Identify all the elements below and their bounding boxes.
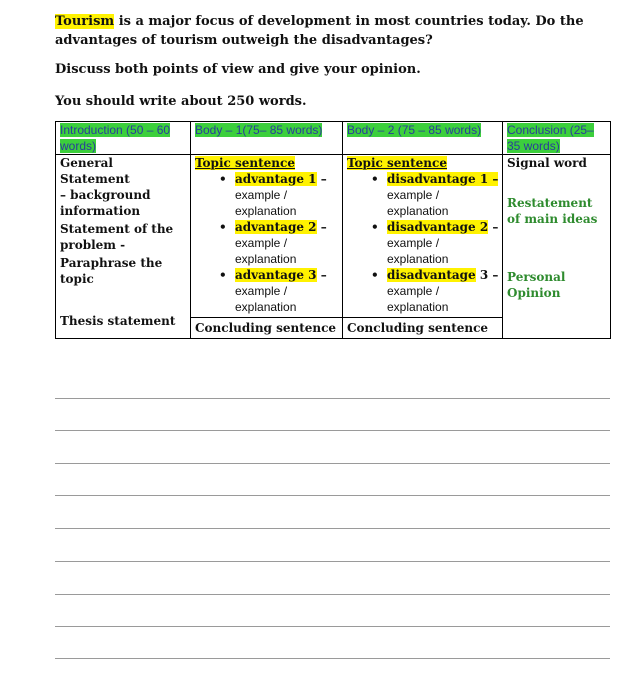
body1-point-3: • advantage 3 – example / explanation [219,268,327,314]
body2-cell [343,155,503,339]
body1-point-2: • advantage 2 – example / explanation [219,220,327,266]
body1-point-1: • advantage 1 – example / explanation [219,172,327,218]
body1-topic-sentence: Topic sentence [195,156,295,170]
conclusion-cell [503,155,611,339]
body1-concluding: Concluding sentence [191,317,342,338]
body2-point-2: • disadvantage 2 – example / explanation [371,220,499,266]
writing-line[interactable] [55,561,610,562]
body1-cell [191,155,343,339]
essay-plan-table [55,121,611,339]
table-header-row [56,122,611,155]
writing-line[interactable] [55,658,610,659]
instruction-word-count: You should write about 250 words. [55,94,307,109]
writing-line[interactable] [55,626,610,627]
body2-topic-sentence: Topic sentence [347,156,447,170]
essay-prompt [55,12,615,50]
writing-line[interactable] [55,495,610,496]
header-intro: Introduction (50 – 60 words) [56,122,191,155]
header-conclusion: Conclusion (25– 35 words) [503,122,611,155]
thesis-statement: Thesis statement [60,314,176,328]
writing-line[interactable] [55,430,610,431]
body2-points [343,171,502,315]
restatement-main-ideas: Restatement of main ideas [507,196,598,226]
paraphrase-topic: Paraphrase the topic [60,256,163,286]
background-info: – background information [60,188,151,218]
instruction-discuss: Discuss both points of view and give your opinion. [55,62,421,77]
header-body2: Body – 2 (75 – 85 words) [343,122,503,155]
writing-line[interactable] [55,398,610,399]
prompt-highlight: Tourism [55,14,115,29]
intro-cell [56,155,191,339]
statement-problem: Statement of the problem - [60,222,174,252]
body2-concluding: Concluding sentence [343,317,502,338]
writing-line[interactable] [55,463,610,464]
header-body1: Body – 1(75– 85 words) [191,122,343,155]
body2-point-1: • disadvantage 1 – example / explanation [371,172,499,218]
personal-opinion: Personal Opinion [507,270,566,300]
body2-point-3: • disadvantage 3 – example / explanation [371,268,499,314]
general-statement: General Statement [60,156,130,186]
table-content-row [56,155,611,339]
body1-points [191,171,342,315]
signal-word: Signal word [507,156,587,170]
writing-line[interactable] [55,594,610,595]
prompt-text: is a major focus of development in most countries today. Do the advantages of tourism outweigh the disadvantages? [55,14,584,48]
writing-line[interactable] [55,528,610,529]
